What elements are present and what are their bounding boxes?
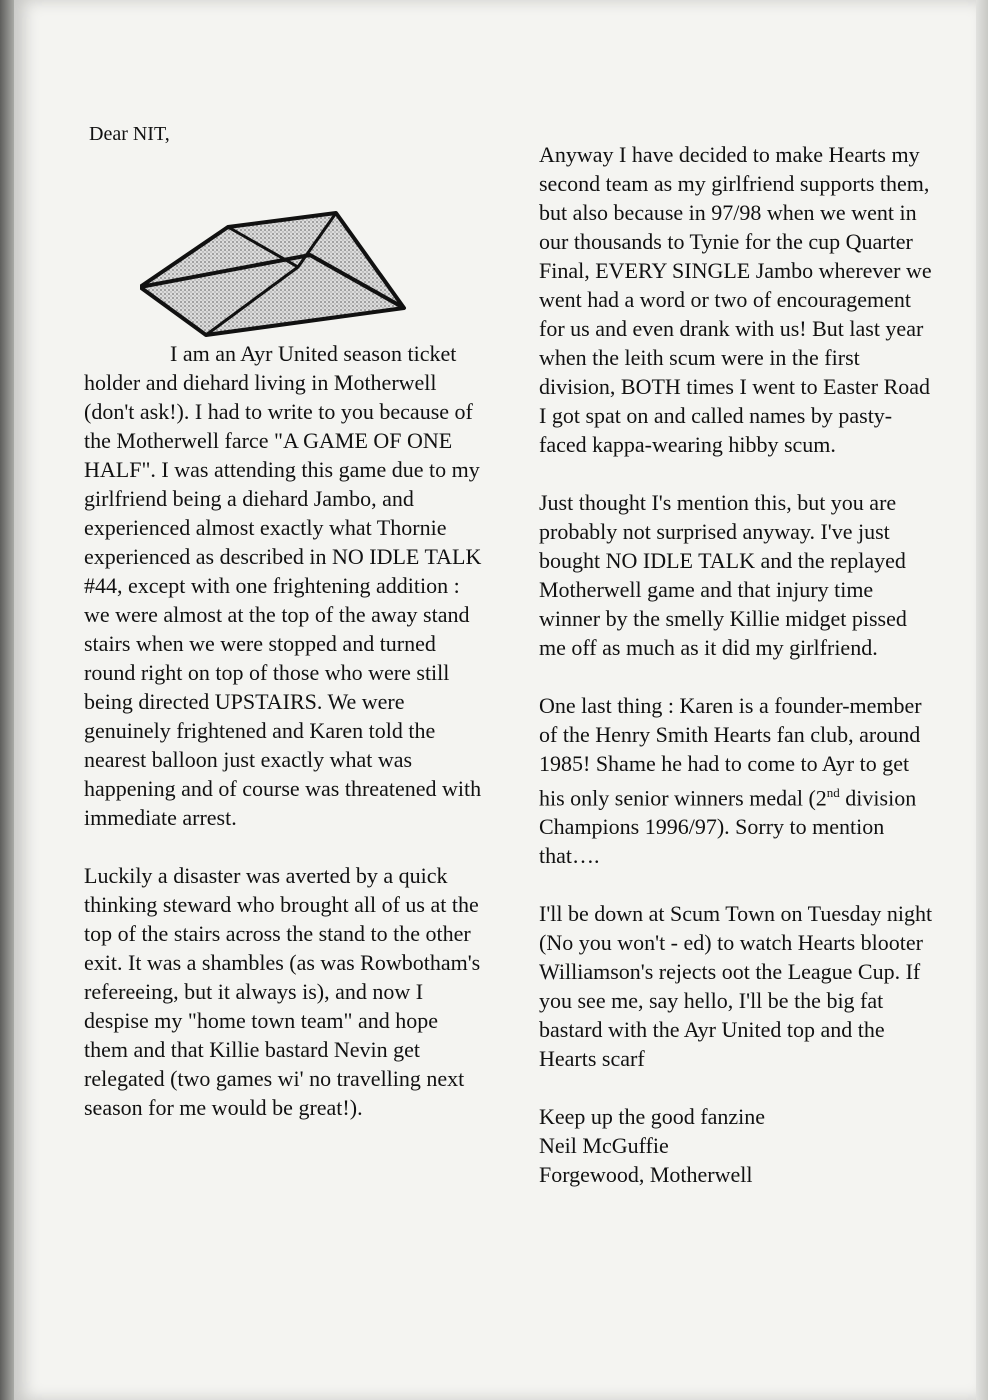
signature-name: Neil McGuffie [539, 1133, 669, 1159]
letter-salutation: Dear NIT, [89, 123, 170, 145]
letter-right-column [539, 140, 934, 1189]
signoff-line: Keep up the good fanzine [539, 1104, 766, 1130]
letter-paragraph: Just thought I's mention this, but you are probably not surprised anyway. I've just bought NO IDLE TALK and the replayed Motherwell game and that injury time winner by the smelly Killie midget pissed me off as much as it did my girlfriend. [539, 490, 907, 660]
letter-paragraph: I am an Ayr United season ticket holder and diehard living in Motherwell (don't ask!). I had to write to you because of the Motherwell farce "A GAME OF ONE HALF". I was attending this game due to my girlfriend being a diehard Jambo, and experienced almost exactly what Thornie experienced as described in NO IDLE TALK #44, except with one frightening addition : we were almost at the top of the away stand stairs when we were stopped and turned round right on top of those who were still being directed UPSTAIRS. We were genuinely frightened and Karen told the nearest balloon just exactly what was happening and of course was threatened with immediate arrest. [84, 341, 482, 830]
letter-paragraph-founder [539, 691, 934, 870]
letter-left-column [84, 339, 484, 1122]
ordinal-suffix: nd [826, 785, 840, 800]
signature-place: Forgewood, Motherwell [539, 1162, 753, 1188]
letter-signature [539, 1102, 934, 1189]
envelope-icon [140, 205, 410, 340]
letter-paragraph: I'll be down at Scum Town on Tuesday night (No you won't - ed) to watch Hearts blooter Williamson's rejects oot the League Cup. If you see me, say hello, I'll be the big fat bastard with the Ayr United top and the Hearts scarf [539, 901, 933, 1072]
founder-text-after: division Champions 1996/97). Sorry to mention that…. [539, 785, 917, 869]
page-edge [976, 0, 988, 1400]
binding-gutter [0, 0, 14, 1400]
letter-paragraph: Anyway I have decided to make Hearts my second team as my girlfriend supports them, but also because in 97/98 when we went in our thousands to Tynie for the cup Quarter Final, EVERY SINGLE Jambo wherever we went had a word or two of encouragement for us and even drank with us! But last year when the leith scum were in the first division, BOTH times I went to Easter Road I got spat on and called names by pasty-faced kappa-wearing hibby scum. [539, 142, 932, 457]
founder-text-before: One last thing : Karen is a founder-member of the Henry Smith Hearts fan club, around 1985! Shame he had to come to Ayr to get his only senior winners medal (2 [539, 693, 922, 811]
letter-paragraph: Luckily a disaster was averted by a quick thinking steward who brought all of us at the top of the stairs across the stand to the other exit. It was a shambles (as was Rowbotham's refereeing, but it always is), and now I despise my "home town team" and hope them and that Killie bastard Nevin get relegated (two games wi' no travelling next season for me would be great!). [84, 863, 481, 1120]
